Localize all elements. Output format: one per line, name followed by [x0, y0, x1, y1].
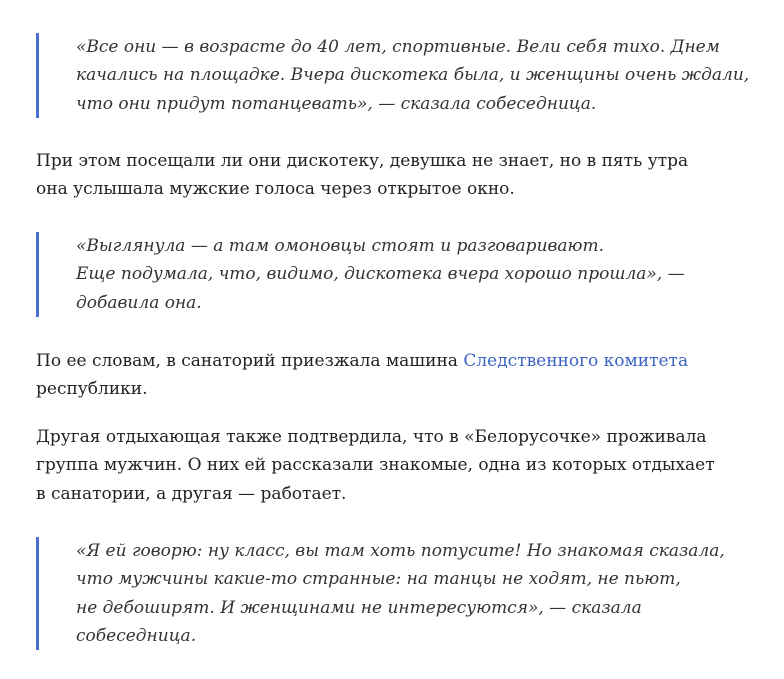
quote-line: «Все они — в возрасте до 40 лет, спортивные. Вели себя тихо. Днем: [76, 37, 720, 57]
blockquote-3: [36, 537, 725, 650]
quote-line: что мужчины какие-то странные: на танцы не ходят, не пьют,: [76, 569, 681, 590]
investigative-committee-link[interactable]: Следственного комитета: [463, 351, 689, 371]
quote-line: Еще подумала, что, видимо, дискотека вчера хорошо прошла», —: [76, 264, 685, 285]
paragraph-line: Другая отдыхающая также подтвердила, что в «Белорусочке» проживала: [36, 427, 707, 447]
paragraph-line: При этом посещали ли они дискотеку, девушка не знает, но в пять утра: [36, 151, 689, 171]
paragraph-3: [36, 423, 715, 508]
paragraph-line: в санатории, а другая — работает.: [36, 483, 347, 504]
quote-line: не дебоширят. И женщинами не интересуются», — сказала: [76, 597, 642, 618]
blockquote-2: [36, 232, 685, 317]
quote-line: собеседница.: [76, 625, 197, 646]
paragraph-line: группа мужчин. О них ей рассказали знакомые, одна из которых отдыхает: [36, 455, 715, 476]
paragraph-line: [36, 347, 688, 375]
quote-line: «Я ей говорю: ну класс, вы там хоть потусите! Но знакомая сказала,: [76, 541, 725, 561]
paragraph-text: По ее словам, в санаторий приезжала машина: [36, 351, 464, 371]
quote-line: качались на площадке. Вчера дискотека была, и женщины очень ждали,: [76, 65, 750, 86]
paragraph-2: [36, 347, 688, 404]
paragraph-1: [36, 147, 688, 204]
quote-line: что они придут потанцевать», — сказала собеседница.: [76, 93, 597, 114]
paragraph-line: республики.: [36, 379, 148, 400]
quote-line: «Выглянула — а там омоновцы стоят и разговаривают.: [76, 236, 605, 256]
blockquote-1: [36, 33, 749, 118]
quote-line: добавила она.: [76, 292, 202, 313]
paragraph-line: она услышала мужские голоса через открытое окно.: [36, 179, 515, 200]
